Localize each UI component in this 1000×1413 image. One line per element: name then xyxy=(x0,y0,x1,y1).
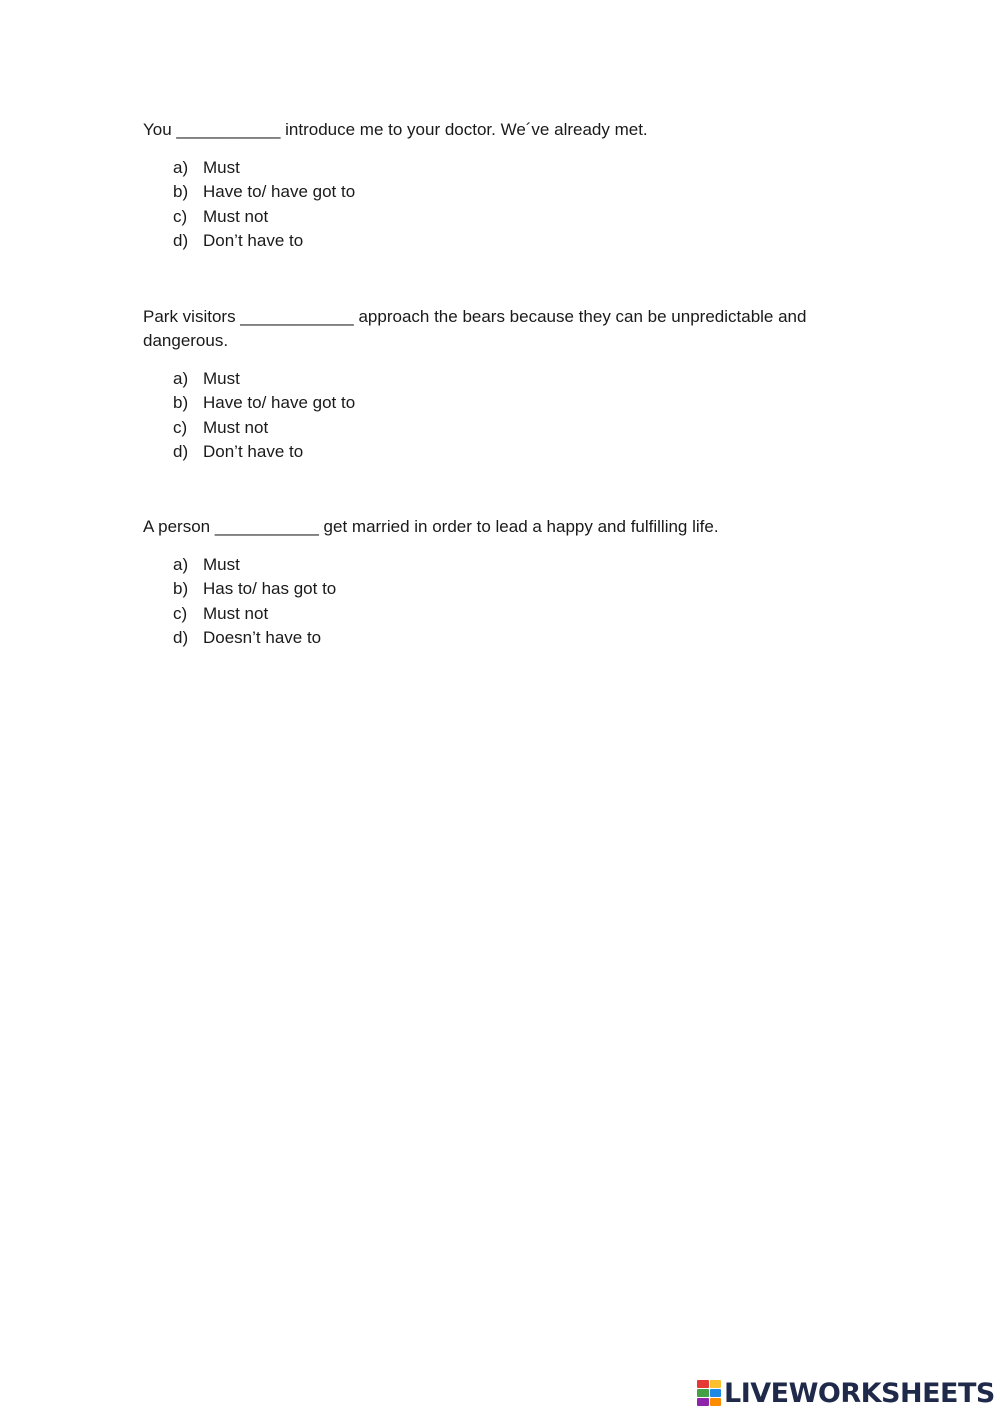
logo-tile xyxy=(697,1389,709,1397)
question-text: Park visitors ____________ approach the bears because they can be unpredictable and dangerous. xyxy=(143,307,807,350)
option-text: Must xyxy=(203,158,240,177)
option-text: Have to/ have got to xyxy=(203,182,356,202)
watermark-text: LIVEWORKSHEETS xyxy=(724,1377,995,1409)
option-text: Don’t have to xyxy=(203,230,304,250)
question-text: A person ___________ get married in order to lead a happy and fulfilling life. xyxy=(143,517,719,536)
options-list xyxy=(143,156,823,253)
option-text: Has to/ has got to xyxy=(203,579,337,599)
option-letter: c) xyxy=(173,206,188,226)
question-3 xyxy=(143,515,823,650)
option-a[interactable] xyxy=(143,156,823,180)
option-letter: d) xyxy=(173,230,189,250)
logo-tile xyxy=(697,1398,709,1406)
option-text: Doesn’t have to xyxy=(203,627,322,647)
liveworksheets-logo-icon xyxy=(697,1380,721,1406)
option-a[interactable] xyxy=(143,367,823,391)
option-d[interactable] xyxy=(143,440,823,464)
option-letter: b) xyxy=(173,182,189,202)
option-letter: b) xyxy=(173,579,189,599)
option-b[interactable] xyxy=(143,180,823,204)
options-list xyxy=(143,367,823,464)
option-text: Have to/ have got to xyxy=(203,393,356,413)
option-letter: a) xyxy=(173,158,189,177)
option-d[interactable] xyxy=(143,626,823,650)
question-text: You ___________ introduce me to your doctor. We´ve already met. xyxy=(143,120,648,139)
option-letter: b) xyxy=(173,393,189,413)
options-list xyxy=(143,553,823,650)
option-b[interactable] xyxy=(143,577,823,601)
option-text: Must not xyxy=(203,206,269,226)
liveworksheets-watermark xyxy=(697,1377,995,1409)
option-c[interactable] xyxy=(143,602,823,626)
option-a[interactable] xyxy=(143,553,823,577)
option-text: Must not xyxy=(203,603,269,623)
option-b[interactable] xyxy=(143,391,823,415)
option-d[interactable] xyxy=(143,229,823,253)
option-c[interactable] xyxy=(143,205,823,229)
option-text: Don’t have to xyxy=(203,441,304,461)
option-letter: a) xyxy=(173,555,189,574)
question-2 xyxy=(143,305,823,464)
question-1 xyxy=(143,118,823,253)
option-c[interactable] xyxy=(143,416,823,440)
option-letter: c) xyxy=(173,603,188,623)
option-letter: d) xyxy=(173,627,189,647)
option-text: Must not xyxy=(203,417,269,437)
logo-tile xyxy=(710,1380,722,1388)
logo-tile xyxy=(697,1380,709,1388)
option-letter: c) xyxy=(173,417,188,437)
option-letter: a) xyxy=(173,369,189,388)
option-text: Must xyxy=(203,369,240,388)
logo-tile xyxy=(710,1398,722,1406)
logo-tile xyxy=(710,1389,722,1397)
option-letter: d) xyxy=(173,441,189,461)
option-text: Must xyxy=(203,555,240,574)
